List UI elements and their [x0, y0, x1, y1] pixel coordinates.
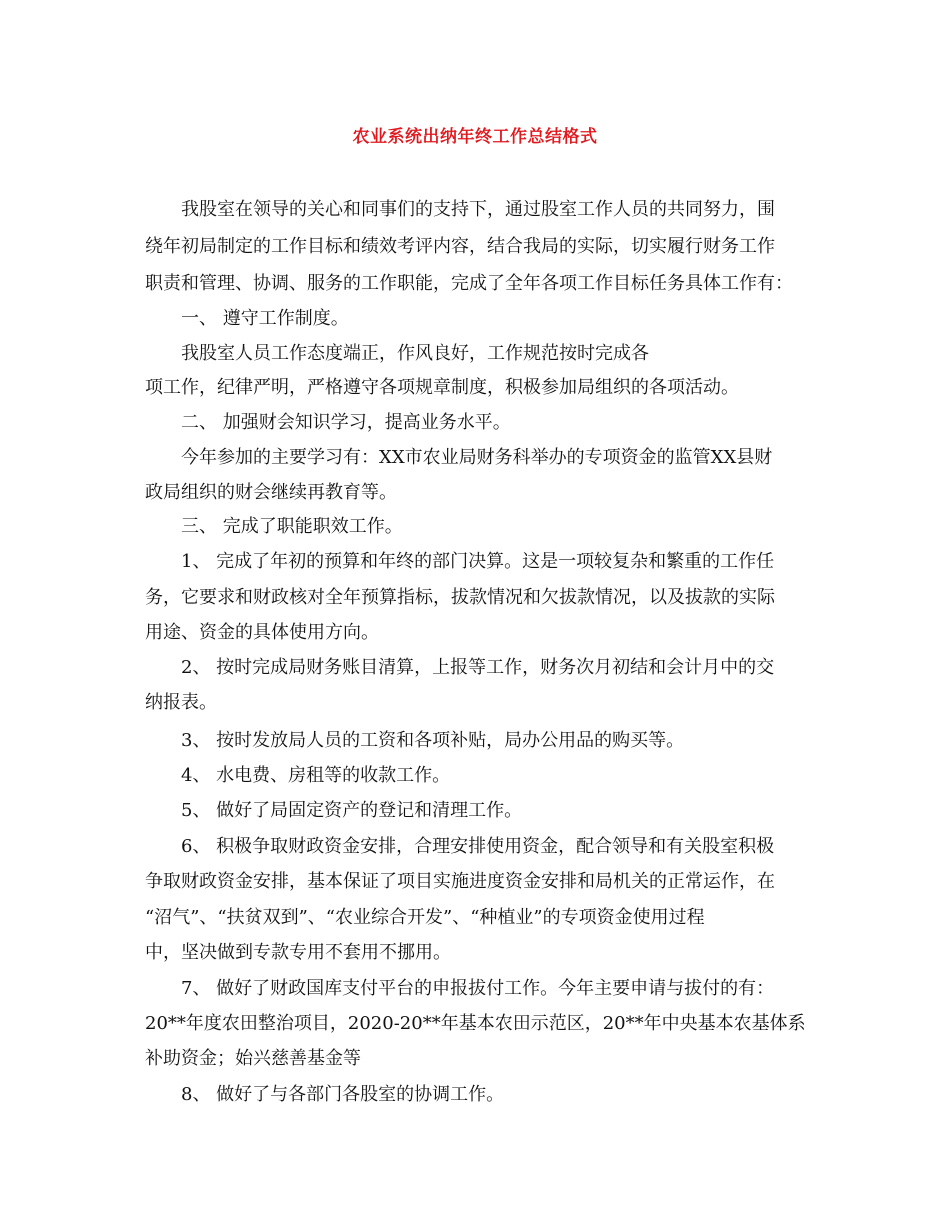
paragraph-line: 中，坚决做到专款专用不套用不挪用。: [145, 942, 451, 963]
list-item-line: 6、 积极争取财政资金安排，合理安排使用资金，配合领导和有关股室积极: [181, 836, 775, 857]
list-item-line: 2、 按时完成局财务账目清算，上报等工作，财务次月初结和会计月中的交: [181, 657, 775, 678]
list-item-line: 5、 做好了局固定资产的登记和清理工作。: [181, 800, 523, 821]
paragraph-line: 20**年度农田整治项目，2020-20**年基本农田示范区，20**年中央基本农基体系: [145, 1013, 806, 1034]
paragraph-line: 今年参加的主要学习有：XX市农业局财务科举办的专项资金的监管XX县财: [181, 447, 773, 468]
paragraph-line: 项工作，纪律严明，严格遵守各项规章制度，积极参加局组织的各项活动。: [145, 377, 739, 398]
paragraph-line: 政局组织的财会继续再教育等。: [145, 482, 397, 503]
list-item-line: 3、 按时发放局人员的工资和各项补贴，局办公用品的购买等。: [181, 730, 685, 751]
paragraph-line: “沼气”、“扶贫双到”、“农业综合开发”、“种植业”的专项资金使用过程: [145, 907, 705, 928]
list-item-line: 7、 做好了财政国库支付平台的申报拔付工作。今年主要申请与拔付的有：: [181, 978, 775, 999]
paragraph-line: 我股室人员工作态度端正，作风良好，工作规范按时完成各: [181, 343, 649, 364]
section-heading: 一、 遵守工作制度。: [181, 308, 349, 329]
document-title: 农业系统出纳年终工作总结格式: [352, 127, 598, 147]
list-item-line: 8、 做好了与各部门各股室的协调工作。: [181, 1084, 505, 1105]
section-heading: 三、 完成了职能职效工作。: [181, 516, 403, 537]
paragraph-line: 职责和管理、协调、服务的工作职能，完成了全年各项工作目标任务具体工作有：: [145, 273, 793, 294]
paragraph-line: 我股室在领导的关心和同事们的支持下，通过股室工作人员的共同努力，围: [181, 199, 775, 220]
paragraph-line: 绕年初局制定的工作目标和绩效考评内容，结合我局的实际，切实履行财务工作: [145, 236, 775, 257]
list-item-line: 1、 完成了年初的预算和年终的部门决算。这是一项较复杂和繁重的工作任: [181, 551, 775, 572]
paragraph-line: 用途、资金的具体使用方向。: [145, 622, 379, 643]
paragraph-line: 争取财政资金安排，基本保证了项目实施进度资金安排和局机关的正常运作，在: [145, 871, 775, 892]
list-item-line: 4、 水电费、房租等的收款工作。: [181, 765, 451, 786]
paragraph-line: 务，它要求和财政核对全年预算指标，拔款情况和欠拔款情况，以及拔款的实际: [145, 587, 775, 608]
paragraph-line: 补助资金；始兴慈善基金等: [145, 1048, 361, 1069]
section-heading: 二、 加强财会知识学习，提高业务水平。: [181, 412, 511, 433]
paragraph-line: 纳报表。: [145, 692, 217, 713]
